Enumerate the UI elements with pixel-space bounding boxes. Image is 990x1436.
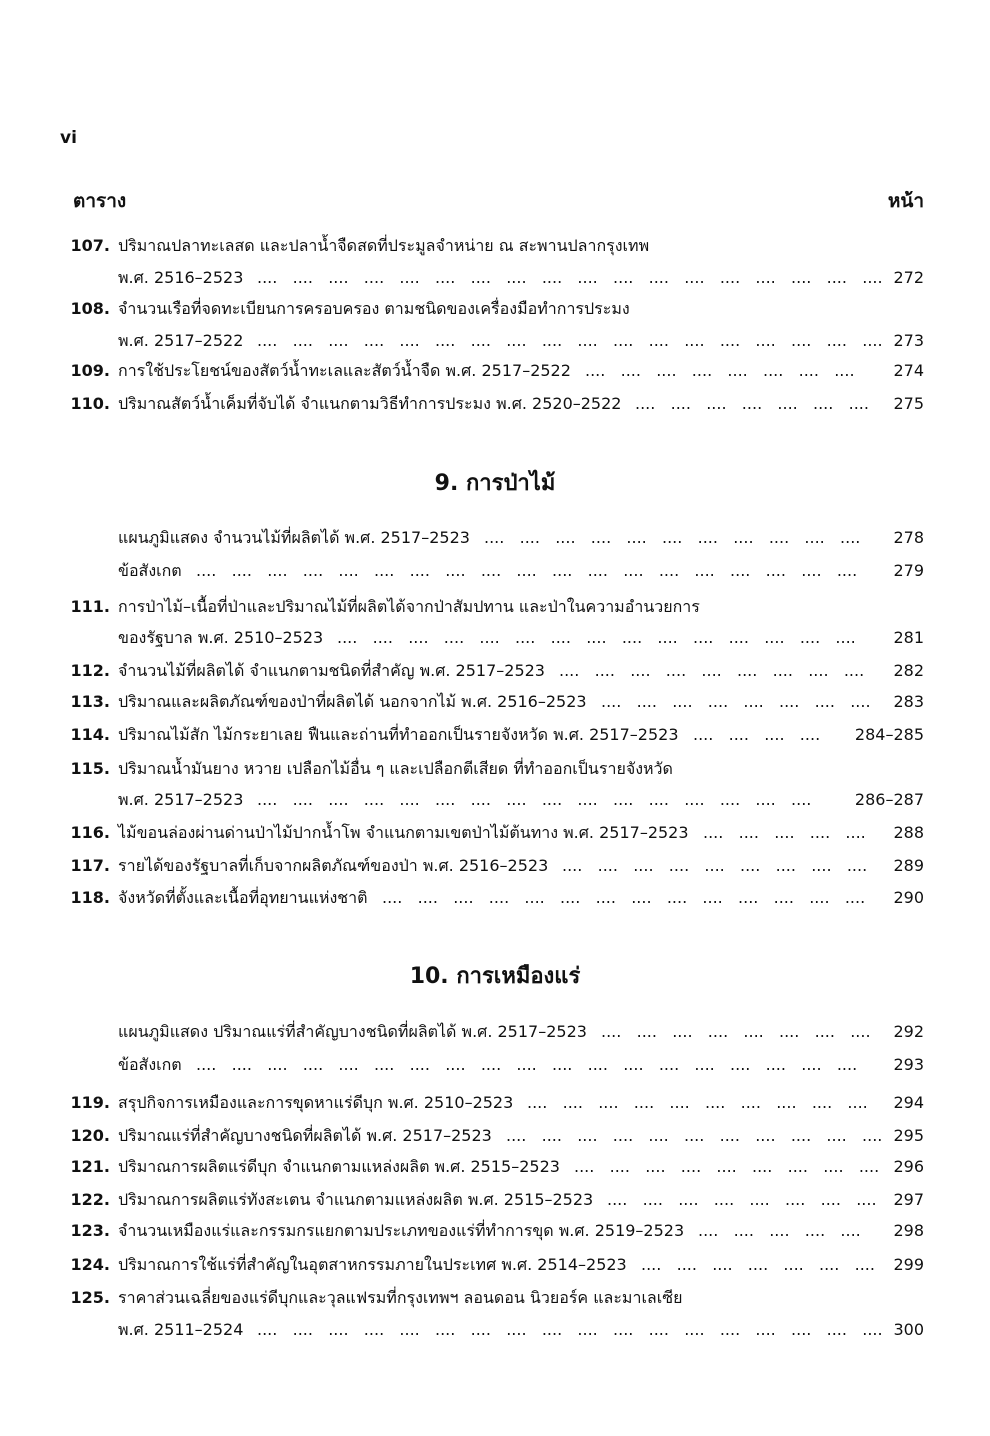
toc-entry[interactable] [0,884,990,912]
entry-title: พ.ศ. 2516–2523 [118,268,244,287]
toc-entry[interactable] [0,1018,990,1046]
toc-entry[interactable] [0,357,990,385]
entry-page-number: 299 [893,1255,924,1274]
entry-title: ปริมาณไม้สัก ไม้กระยาเลย ฟืนและถ่านที่ทำออกเป็นรายจังหวัด พ.ศ. 2517–2523 [118,725,679,744]
entry-title: ข้อสังเกต [118,561,182,580]
toc-entry[interactable] [0,524,990,552]
entry-title: รายได้ของรัฐบาลที่เก็บจากผลิตภัณฑ์ของป่า พ.ศ. 2516–2523 [118,856,549,875]
entry-number: 125. [70,1288,110,1307]
entry-page-number: 292 [893,1022,924,1041]
entry-title: พ.ศ. 2517–2522 [118,331,244,350]
entry-page-number: 290 [893,888,924,907]
toc-entry[interactable] [0,786,990,814]
leader-dots: .... .... .... .... .... .... .... .... .... .... .... [484,528,861,547]
leader-dots: .... .... .... .... .... [698,1221,861,1240]
entry-page-number: 273 [893,331,924,350]
entry-number: 120. [70,1126,110,1145]
entry-page-number: 296 [893,1157,924,1176]
entry-title: พ.ศ. 2511–2524 [118,1320,244,1339]
leader-dots: .... .... .... .... .... .... .... .... .... .... .... .... .... .... .... [337,628,856,647]
entry-title: ปริมาณการใช้แร่ที่สำคัญในอุตสาหกรรมภายในประเทศ พ.ศ. 2514–2523 [118,1255,627,1274]
entry-title: ปริมาณสัตว์น้ำเค็มที่จับได้ จำแนกตามวิธีทำการประมง พ.ศ. 2520–2522 [118,394,622,413]
page-label: vi [60,128,77,148]
entry-title: จังหวัดที่ตั้งและเนื้อที่อุทยานแห่งชาติ [118,888,368,907]
section-title-forestry: 9. การป่าไม้ [434,471,556,496]
entry-page-number: 289 [893,856,924,875]
toc-entry[interactable] [0,819,990,847]
leader-dots: .... .... .... .... .... .... .... [641,1255,875,1274]
entry-number: 122. [70,1190,110,1209]
entry-page-number: 294 [893,1093,924,1112]
toc-entry[interactable] [0,624,990,652]
entry-page-number: 281 [893,628,924,647]
entry-number: 110. [70,394,110,413]
toc-entry[interactable] [0,1051,990,1079]
entry-number: 116. [70,823,110,842]
toc-entry[interactable] [0,295,990,323]
entry-title: ปริมาณการผลิตแร่ทังสะเตน จำแนกตามแหล่งผลิต พ.ศ. 2515–2523 [118,1190,594,1209]
entry-number: 113. [70,692,110,711]
entry-number: 109. [70,361,110,380]
toc-entry[interactable] [0,264,990,292]
column-header-table: ตาราง [73,190,127,212]
toc-entry[interactable] [0,721,990,749]
toc-entry[interactable] [0,1251,990,1279]
entry-title: ไม้ขอนล่องผ่านด่านป่าไม้ปากน้ำโพ จำแนกตามเขตป่าไม้ต้นทาง พ.ศ. 2517–2523 [118,823,689,842]
entry-page-number: 275 [893,394,924,413]
toc-entry[interactable] [0,1284,990,1312]
leader-dots: .... .... .... .... .... .... .... .... [607,1190,877,1209]
entry-page-number: 297 [893,1190,924,1209]
entry-page-number: 272 [893,268,924,287]
leader-dots: .... .... .... .... .... .... .... .... .... .... .... .... .... .... .... .... .... .... .... [196,561,858,580]
entry-page-number: 298 [893,1221,924,1240]
leader-dots: .... .... .... .... .... .... .... .... .... [559,661,865,680]
leader-dots: .... .... .... .... .... .... .... [635,394,869,413]
entry-title: ราคาส่วนเฉลี่ยของแร่ดีบุกและวุลแฟรมที่กรุงเทพฯ ลอนดอน นิวยอร์ค และมาเลเซีย [118,1288,683,1307]
entry-number: 121. [70,1157,110,1176]
entry-number: 118. [70,888,110,907]
entry-title: ข้อสังเกต [118,1055,182,1074]
entry-title: จำนวนไม้ที่ผลิตได้ จำแนกตามชนิดที่สำคัญ พ.ศ. 2517–2523 [118,661,545,680]
entry-number: 115. [70,759,110,778]
leader-dots: .... .... .... .... .... .... .... .... .... .... .... .... .... .... .... .... .... .... .... [196,1055,858,1074]
entry-title: จำนวนเหมืองแร่และกรรมกรแยกตามประเภทของแร่ที่ทำการขุด พ.ศ. 2519–2523 [118,1221,685,1240]
leader-dots: .... .... .... .... [693,725,821,744]
entry-number: 124. [70,1255,110,1274]
entry-title: ปริมาณแร่ที่สำคัญบางชนิดที่ผลิตได้ พ.ศ. 2517–2523 [118,1126,492,1145]
entry-page-number: 279 [893,561,924,580]
entry-number: 119. [70,1093,110,1112]
leader-dots: .... .... .... .... .... .... .... .... .... .... .... .... .... .... .... .... .... .... [257,331,883,350]
leader-dots: .... .... .... .... .... .... .... .... .... .... .... [506,1126,883,1145]
leader-dots: .... .... .... .... .... .... .... .... .... [574,1157,880,1176]
toc-entry[interactable] [0,852,990,880]
entry-number: 111. [70,597,110,616]
entry-title: ปริมาณปลาทะเลสด และปลาน้ำจืดสดที่ประมูลจำหน่าย ณ สะพานปลากรุงเทพ [118,236,650,255]
entry-page-number: 282 [893,661,924,680]
entry-page-number: 300 [893,1320,924,1339]
entry-title: จำนวนเรือที่จดทะเบียนการครอบครอง ตามชนิดของเครื่องมือทำการประมง [118,299,630,318]
entry-page-number: 295 [893,1126,924,1145]
leader-dots: .... .... .... .... .... .... .... .... .... .... .... .... .... .... [382,888,866,907]
leader-dots: .... .... .... .... .... .... .... .... .... .... .... .... .... .... .... .... .... .... [257,268,883,287]
entry-title: ปริมาณการผลิตแร่ดีบุก จำแนกตามแหล่งผลิต พ.ศ. 2515–2523 [118,1157,560,1176]
toc-entry[interactable] [0,657,990,685]
entry-title: พ.ศ. 2517–2523 [118,790,244,809]
leader-dots: .... .... .... .... .... .... .... .... [601,692,871,711]
toc-entry[interactable] [0,1089,990,1117]
entry-title: ปริมาณน้ำมันยาง หวาย เปลือกไม้อื่น ๆ และเปลือกตีเสียด ที่ทำออกเป็นรายจังหวัด [118,759,673,778]
entry-number: 108. [70,299,110,318]
toc-entry[interactable] [0,390,990,418]
entry-title: สรุปกิจการเหมืองและการขุดหาแร่ดีบุก พ.ศ. 2510–2523 [118,1093,514,1112]
entry-page-number: 274 [893,361,924,380]
entry-title: ปริมาณและผลิตภัณฑ์ของป่าที่ผลิตได้ นอกจากไม้ พ.ศ. 2516–2523 [118,692,587,711]
leader-dots: .... .... .... .... .... .... .... .... [585,361,855,380]
toc-entry[interactable] [0,1316,990,1344]
toc-entry[interactable] [0,1153,990,1181]
toc-entry[interactable] [0,593,990,621]
entry-number: 107. [70,236,110,255]
entry-page-number: 286–287 [854,790,924,809]
entry-number: 114. [70,725,110,744]
leader-dots: .... .... .... .... .... .... .... .... .... .... .... .... .... .... .... .... .... .... [257,1320,883,1339]
entry-number: 117. [70,856,110,875]
entry-title: การป่าไม้–เนื้อที่ป่าและปริมาณไม้ที่ผลิตได้จากป่าสัมปทาน และป่าในความอำนวยการ [118,597,700,616]
entry-page-number: 278 [893,528,924,547]
leader-dots: .... .... .... .... .... [703,823,866,842]
leader-dots: .... .... .... .... .... .... .... .... [601,1022,871,1041]
entry-number: 123. [70,1221,110,1240]
column-header-page: หน้า [887,190,924,212]
entry-title: แผนภูมิแสดง จำนวนไม้ที่ผลิตได้ พ.ศ. 2517–2523 [118,528,470,547]
toc-entry[interactable] [0,327,990,355]
toc-entry[interactable] [0,1186,990,1214]
toc-entry[interactable] [0,688,990,716]
leader-dots: .... .... .... .... .... .... .... .... .... [562,856,868,875]
entry-title: การใช้ประโยชน์ของสัตว์น้ำทะเลและสัตว์น้ำจืด พ.ศ. 2517–2522 [118,361,571,380]
entry-title: แผนภูมิแสดง ปริมาณแร่ที่สำคัญบางชนิดที่ผลิตได้ พ.ศ. 2517–2523 [118,1022,587,1041]
entry-page-number: 288 [893,823,924,842]
toc-entry[interactable] [0,232,990,260]
entry-page-number: 283 [893,692,924,711]
entry-number: 112. [70,661,110,680]
toc-entry[interactable] [0,1217,990,1245]
toc-entry[interactable] [0,755,990,783]
entry-page-number: 284–285 [854,725,924,744]
leader-dots: .... .... .... .... .... .... .... .... .... .... [527,1093,868,1112]
toc-entry[interactable] [0,557,990,585]
entry-title: ของรัฐบาล พ.ศ. 2510–2523 [118,628,324,647]
entry-page-number: 293 [893,1055,924,1074]
section-title-mining: 10. การเหมืองแร่ [409,964,581,989]
leader-dots: .... .... .... .... .... .... .... .... .... .... .... .... .... .... .... .... [257,790,812,809]
toc-entry[interactable] [0,1122,990,1150]
